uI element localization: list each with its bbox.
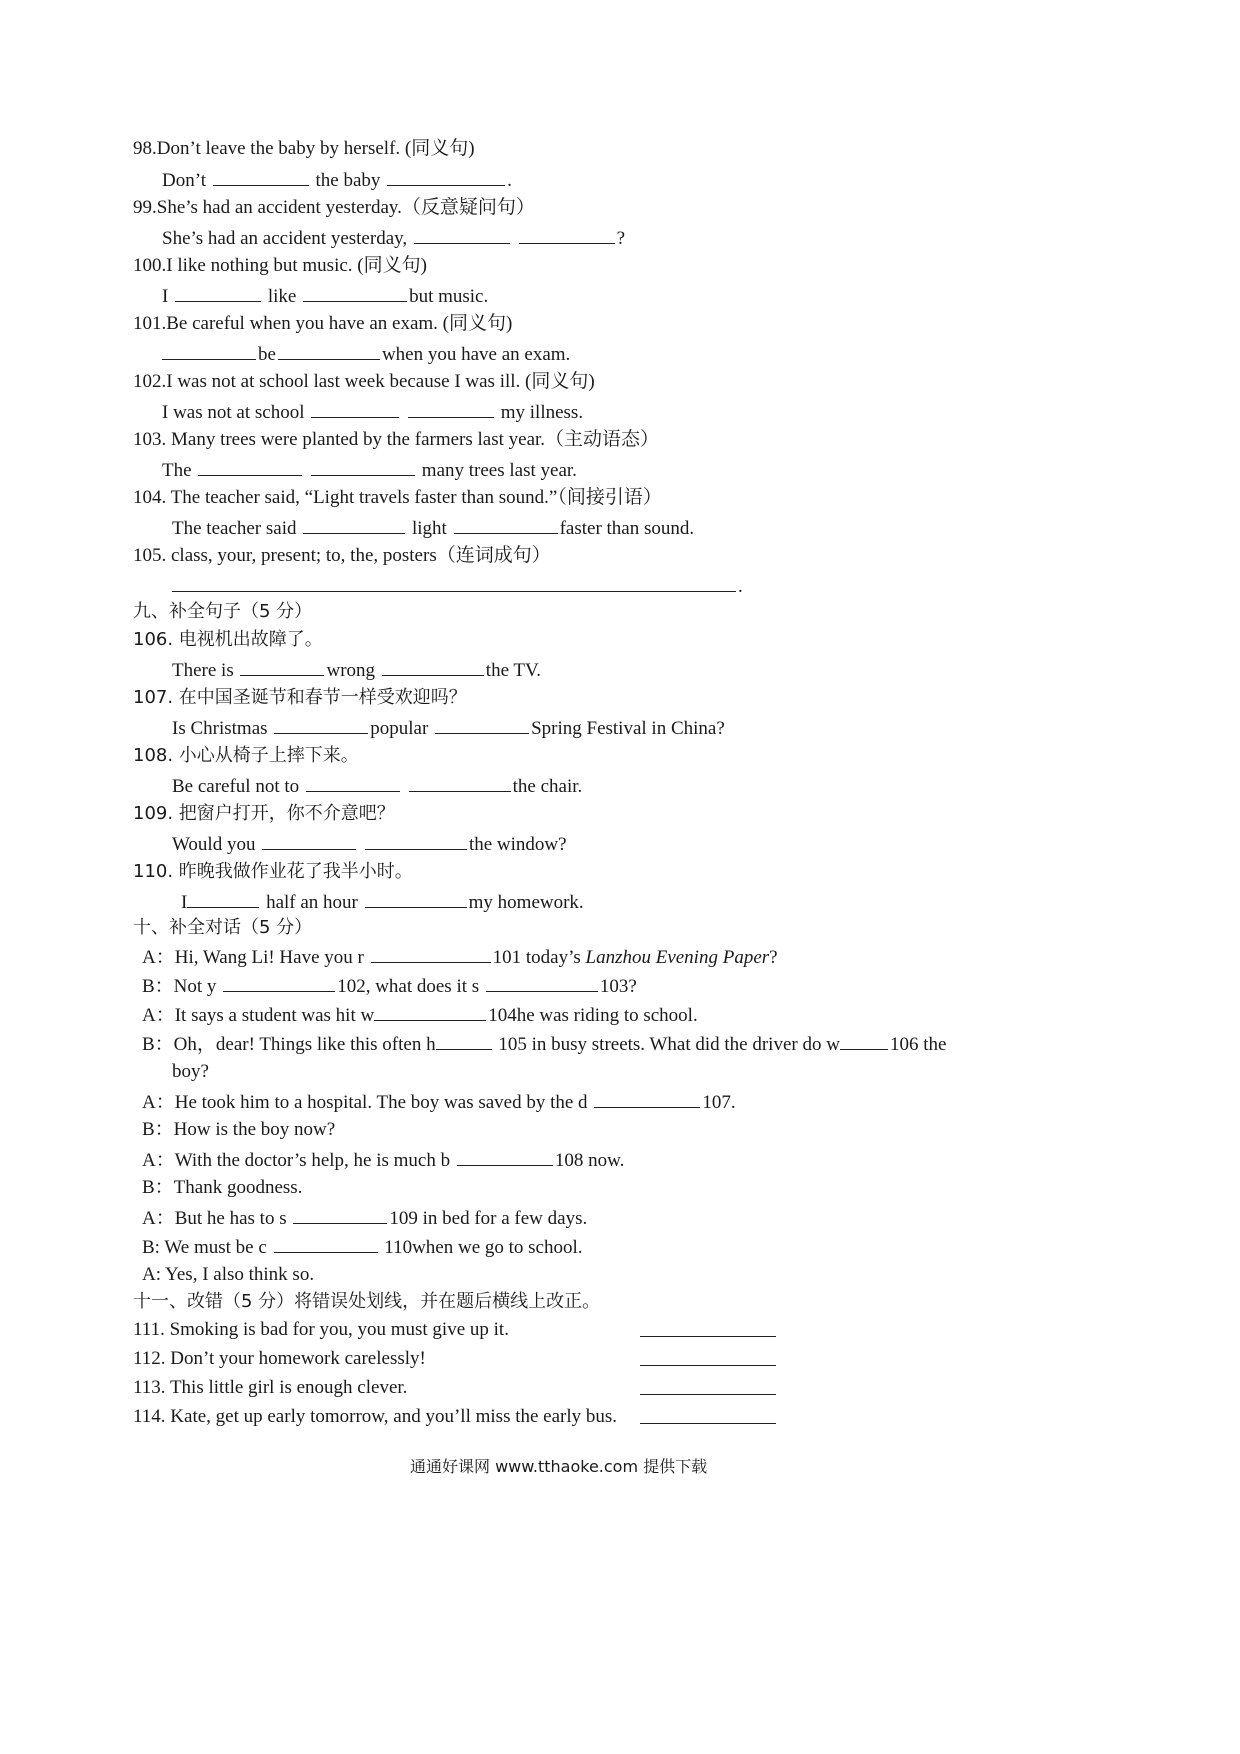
answer-blank[interactable] (387, 167, 505, 186)
answer-text: Spring Festival in China? (531, 718, 725, 739)
answer-text: popular (370, 718, 429, 739)
question-text: 108. 小心从椅子上摔下来。 (133, 745, 359, 766)
answer-text: Is Christmas (172, 718, 268, 739)
answer-text: I (162, 286, 169, 307)
dialogue-text: A：With the doctor’s help, he is much b (142, 1150, 451, 1171)
correction-blank-112[interactable] (640, 1347, 776, 1373)
answer-blank[interactable] (409, 773, 511, 792)
dialogue-text: A：Hi, Wang Li! Have you r (142, 947, 364, 968)
answer-text: Be careful not to (172, 776, 300, 797)
dialogue-text: 107. (702, 1092, 736, 1113)
question-text: 99.She’s had an accident yesterday.（反意疑问句） (133, 197, 535, 218)
dialogue-line-3 (142, 1002, 698, 1028)
dialogue-line-1 (142, 944, 778, 970)
dialogue-blank[interactable] (457, 1147, 553, 1166)
dialogue-text: B：Not y (142, 976, 217, 997)
answer-text: the TV. (485, 660, 542, 681)
answer-107 (172, 715, 725, 741)
answer-text: . (738, 576, 743, 597)
answer-105 (172, 573, 743, 599)
answer-blank[interactable] (306, 773, 400, 792)
answer-104 (172, 515, 694, 541)
question-112 (133, 1347, 426, 1371)
question-text: 106. 电视机出故障了。 (133, 629, 323, 650)
question-111 (133, 1318, 509, 1342)
question-106 (133, 628, 323, 652)
dialogue-line-4 (142, 1031, 946, 1057)
question-105 (133, 544, 551, 568)
answer-106 (172, 657, 541, 683)
correction-line[interactable] (640, 1405, 776, 1424)
question-text: 109. 把窗户打开，你不介意吧？ (133, 803, 395, 824)
answer-blank[interactable] (519, 225, 615, 244)
dialogue-line-8 (142, 1176, 302, 1200)
answer-blank[interactable] (408, 399, 494, 418)
question-text: 101.Be careful when you have an exam. (同义句) (133, 313, 513, 334)
dialogue-text: 102, what does it s (337, 976, 480, 997)
answer-blank[interactable] (303, 283, 407, 302)
dialogue-text: A: Yes, I also think so. (142, 1264, 315, 1285)
answer-text: light (411, 518, 447, 539)
question-109 (133, 802, 395, 826)
answer-text: faster than sound. (559, 518, 695, 539)
answer-text: She’s had an accident yesterday, (162, 228, 408, 249)
section-title-10: 十、补全对话（5 分） (133, 917, 313, 938)
answer-blank[interactable] (278, 341, 380, 360)
question-text: 104. The teacher said, “Light travels faster than sound.”（间接引语） (133, 487, 662, 508)
dialogue-text: 104he was riding to school. (488, 1005, 698, 1026)
dialogue-blank[interactable] (486, 973, 598, 992)
question-103 (133, 428, 659, 452)
answer-text: when you have an exam. (381, 344, 571, 365)
answer-blank[interactable] (175, 283, 261, 302)
question-98 (133, 137, 475, 161)
answer-103 (162, 457, 577, 483)
answer-blank[interactable] (382, 657, 484, 676)
answer-blank[interactable] (303, 515, 405, 534)
answer-blank[interactable] (262, 831, 356, 850)
answer-text: like (267, 286, 297, 307)
question-text: 105. class, your, present; to, the, posters（连词成句） (133, 545, 551, 566)
correction-line[interactable] (640, 1318, 776, 1337)
answer-text: but music. (409, 286, 489, 307)
answer-blank[interactable] (213, 167, 309, 186)
dialogue-line-6 (142, 1118, 335, 1142)
dialogue-text: 106 the (889, 1034, 947, 1055)
dialogue-text: A：But he has to s (142, 1208, 287, 1229)
newspaper-name: Lanzhou Evening Paper (585, 947, 770, 968)
dialogue-blank[interactable] (274, 1234, 378, 1253)
section-title-9: 九、补全句子（5 分） (133, 601, 313, 622)
answer-blank[interactable] (414, 225, 510, 244)
question-104 (133, 486, 662, 510)
question-text: 110. 昨晚我做作业花了我半小时。 (133, 861, 413, 882)
answer-110 (181, 889, 584, 915)
correction-line[interactable] (640, 1376, 776, 1395)
answer-109 (172, 831, 567, 857)
answer-text: the baby (315, 170, 381, 191)
section-title-11: 十一、改错（5 分）将错误处划线，并在题后横线上改正。 (133, 1291, 601, 1312)
dialogue-blank[interactable] (436, 1031, 492, 1050)
answer-text: many trees last year. (421, 460, 577, 481)
answer-text: I was not at school (162, 402, 305, 423)
dialogue-blank[interactable] (594, 1089, 700, 1108)
answer-text: the window? (468, 834, 567, 855)
answer-text: There is (172, 660, 234, 681)
question-108 (133, 744, 359, 768)
answer-text: ? (616, 228, 626, 249)
answer-text: The (162, 460, 192, 481)
dialogue-text: 108 now. (554, 1150, 625, 1171)
dialogue-line-11 (142, 1263, 314, 1287)
answer-blank[interactable] (311, 399, 399, 418)
dialogue-text: 109 in bed for a few days. (389, 1208, 588, 1229)
question-text: 103. Many trees were planted by the farmers last year.（主动语态） (133, 429, 660, 450)
answer-text: the chair. (512, 776, 583, 797)
answer-98 (162, 167, 512, 193)
answer-text: The teacher said (172, 518, 297, 539)
answer-101 (162, 341, 570, 367)
answer-blank[interactable] (162, 341, 256, 360)
dialogue-blank[interactable] (371, 944, 491, 963)
dialogue-line-9 (142, 1205, 587, 1231)
answer-blank[interactable] (365, 889, 467, 908)
question-99 (133, 196, 535, 220)
question-100 (133, 254, 427, 278)
dialogue-blank[interactable] (223, 973, 335, 992)
dialogue-blank[interactable] (840, 1031, 888, 1050)
question-107 (133, 686, 467, 710)
question-text: 111. Smoking is bad for you, you must give up it. (133, 1319, 509, 1340)
answer-blank[interactable] (274, 715, 368, 734)
answer-text: half an hour (266, 892, 358, 913)
answer-blank[interactable] (435, 715, 529, 734)
dialogue-text: B：Thank goodness. (142, 1177, 303, 1198)
dialogue-text: B：Oh，dear! Things like this often h (142, 1034, 436, 1055)
question-113 (133, 1376, 407, 1400)
question-text: 100.I like nothing but music. (同义句) (133, 255, 427, 276)
question-text: 113. This little girl is enough clever. (133, 1377, 408, 1398)
footer-source: 通通好课网 www.tthaoke.com 提供下载 (410, 1457, 708, 1476)
dialogue-text: 110when we go to school. (384, 1237, 583, 1258)
question-text: 112. Don’t your homework carelessly! (133, 1348, 426, 1369)
question-text: 98.Don’t leave the baby by herself. (同义句) (133, 138, 475, 159)
dialogue-line-10 (142, 1234, 583, 1260)
answer-99 (162, 225, 625, 251)
answer-102 (162, 399, 583, 425)
answer-line[interactable] (172, 573, 736, 592)
dialogue-text: boy? (172, 1061, 209, 1082)
answer-text: I (181, 892, 188, 913)
dialogue-text: 101 today’s (492, 947, 581, 968)
dialogue-text: B：How is the boy now? (142, 1119, 336, 1140)
dialogue-line-4-cont (172, 1060, 209, 1084)
dialogue-line-5 (142, 1089, 736, 1115)
question-114 (133, 1405, 617, 1429)
answer-100 (162, 283, 488, 309)
dialogue-blank[interactable] (374, 1002, 486, 1021)
answer-text: Would you (172, 834, 256, 855)
dialogue-line-2 (142, 973, 637, 999)
question-text: 102.I was not at school last week because I was ill. (同义句) (133, 371, 595, 392)
dialogue-line-7 (142, 1147, 624, 1173)
question-text: 114. Kate, get up early tomorrow, and you’ll miss the early bus. (133, 1406, 618, 1427)
dialogue-text: A：It says a student was hit w (142, 1005, 375, 1026)
dialogue-blank[interactable] (293, 1205, 387, 1224)
answer-blank[interactable] (365, 831, 467, 850)
correction-blank-113[interactable] (640, 1376, 776, 1402)
correction-blank-111[interactable] (640, 1318, 776, 1344)
answer-text: my illness. (500, 402, 584, 423)
answer-text: . (507, 170, 512, 191)
question-text: 107. 在中国圣诞节和春节一样受欢迎吗？ (133, 687, 467, 708)
question-110 (133, 860, 413, 884)
answer-blank[interactable] (311, 457, 415, 476)
question-101 (133, 312, 512, 336)
question-102 (133, 370, 595, 394)
answer-108 (172, 773, 582, 799)
dialogue-text: ? (769, 947, 778, 968)
answer-text: Don’t (162, 170, 206, 191)
correction-blank-114[interactable] (640, 1405, 776, 1431)
dialogue-text: 103? (599, 976, 637, 997)
answer-text: my homework. (468, 892, 584, 913)
answer-text: be (258, 344, 276, 365)
correction-line[interactable] (640, 1347, 776, 1366)
answer-blank[interactable] (454, 515, 558, 534)
answer-blank[interactable] (240, 657, 324, 676)
dialogue-text: A：He took him to a hospital. The boy was saved by the d (142, 1092, 588, 1113)
dialogue-text: B: We must be c (142, 1237, 267, 1258)
answer-blank[interactable] (198, 457, 302, 476)
answer-blank[interactable] (187, 889, 259, 908)
dialogue-text: 105 in busy streets. What did the driver do w (498, 1034, 840, 1055)
answer-text: wrong (326, 660, 376, 681)
